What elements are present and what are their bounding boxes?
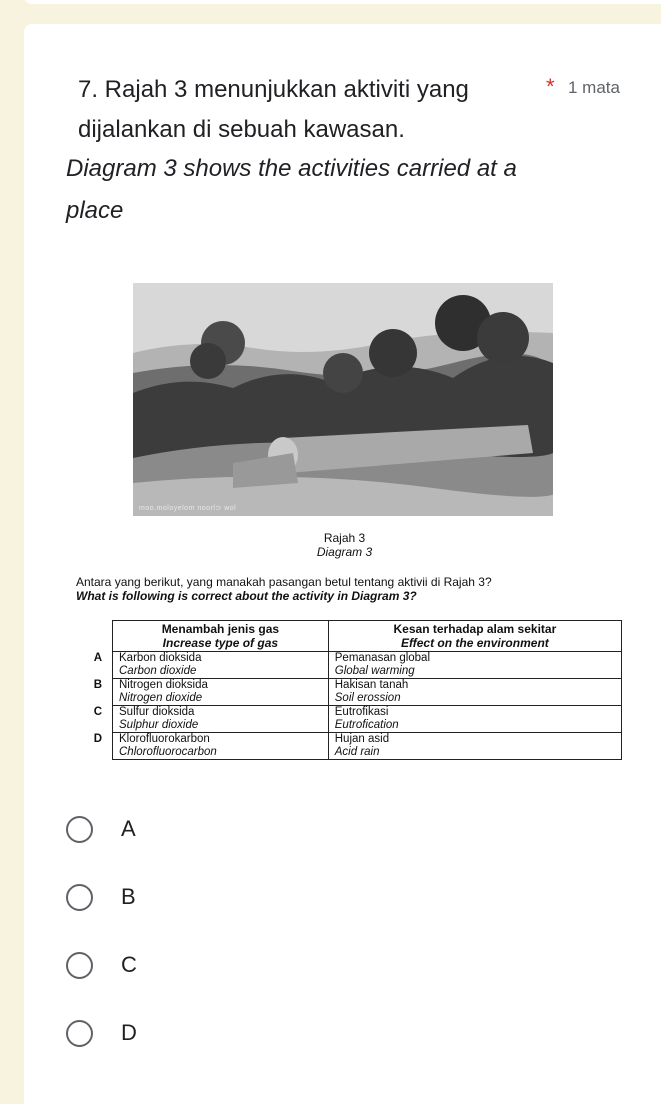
previous-question-card	[24, 0, 661, 4]
question-title: 7. Rajah 3 menunjukkan aktiviti yang dijalankan di sebuah kawasan.	[78, 76, 469, 143]
question-stem-ms: Antara yang berikut, yang manakah pasangan betul tentang aktivii di Rajah 3?	[76, 575, 492, 589]
effect-ms: Pemanasan global	[334, 652, 431, 664]
gas-en: Sulphur dioxide	[119, 719, 199, 731]
figure-caption-en: Diagram 3	[316, 545, 373, 559]
row-gas	[113, 679, 329, 706]
gas-ms: Klorofluorokarbon	[119, 733, 210, 745]
effect-en: Acid rain	[334, 746, 380, 758]
radio-button-icon[interactable]	[66, 884, 93, 911]
radio-button-icon[interactable]	[66, 952, 93, 979]
row-letter: A	[93, 651, 102, 664]
row-gas	[113, 652, 329, 679]
gas-ms: Karbon dioksida	[119, 652, 202, 664]
effect-ms: Hakisan tanah	[334, 679, 409, 691]
points-label: 1 mata	[568, 78, 620, 97]
radio-button-icon[interactable]	[66, 1020, 93, 1047]
row-gas	[113, 706, 329, 733]
figure-caption-ms: Rajah 3	[323, 531, 366, 545]
gas-ms: Nitrogen dioksida	[119, 679, 208, 691]
header-effect-en: Effect on the environment	[400, 636, 549, 650]
photo-watermark: moo.moloyelom noorl⊃ wol	[139, 505, 237, 512]
question-title-english: Diagram 3 shows the activities carried at a place	[66, 155, 517, 224]
table-row	[66, 652, 622, 679]
table-header-row	[66, 621, 622, 652]
table-row	[66, 706, 622, 733]
gas-en: Chlorofluorocarbon	[119, 746, 217, 758]
required-asterisk: *	[546, 74, 555, 99]
gas-en: Nitrogen dioxide	[119, 692, 203, 704]
header-gas-ms: Menambah jenis gas	[161, 622, 280, 636]
radio-button-icon[interactable]	[66, 816, 93, 843]
photo-illustration	[133, 283, 553, 516]
row-effect	[328, 706, 621, 733]
options-table	[66, 620, 622, 760]
row-gas	[113, 733, 329, 760]
header-gas	[113, 621, 329, 652]
choice-label[interactable]: C	[121, 952, 137, 977]
row-letter: C	[93, 705, 102, 718]
effect-ms: Hujan asid	[334, 733, 390, 745]
header-effect-ms: Kesan terhadap alam sekitar	[393, 622, 557, 636]
table-row	[66, 733, 622, 760]
question-stem-en: What is following is correct about the activity in Diagram 3?	[76, 589, 417, 603]
effect-en: Eutrofication	[334, 719, 399, 731]
row-effect	[328, 652, 621, 679]
effect-en: Soil erossion	[334, 692, 401, 704]
choice-a[interactable]	[66, 812, 266, 844]
row-letter: D	[93, 732, 102, 745]
choice-label[interactable]: D	[121, 1020, 137, 1045]
gas-en: Carbon dioxide	[119, 665, 197, 677]
choice-b[interactable]	[66, 880, 266, 912]
row-effect	[328, 733, 621, 760]
choice-label[interactable]: B	[121, 884, 136, 909]
header-effect	[328, 621, 621, 652]
choice-label[interactable]: A	[121, 816, 136, 841]
effect-en: Global warming	[334, 665, 415, 677]
gas-ms: Sulfur dioksida	[119, 706, 195, 718]
choice-d[interactable]	[66, 1016, 266, 1048]
row-effect	[328, 679, 621, 706]
deforestation-photo	[133, 283, 553, 516]
table-row	[66, 679, 622, 706]
table-corner	[66, 621, 113, 652]
row-letter: B	[93, 678, 102, 691]
choice-c[interactable]	[66, 948, 266, 980]
effect-ms: Eutrofikasi	[334, 706, 389, 718]
header-gas-en: Increase type of gas	[162, 636, 279, 650]
